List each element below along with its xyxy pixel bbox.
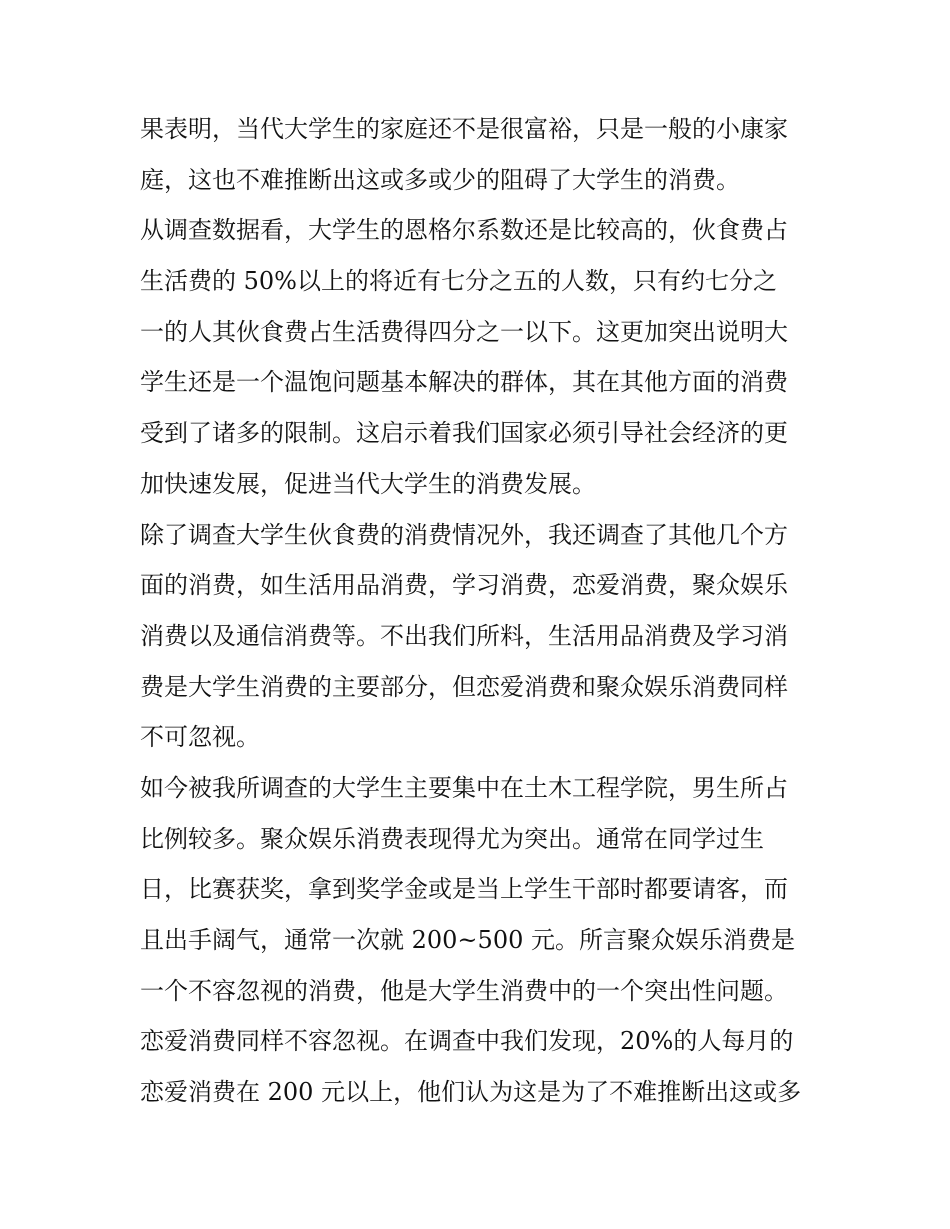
text-line: 恋爱消费同样不容忽视。在调查中我们发现，20%的人每月的 <box>140 1027 794 1056</box>
text-line: 费是大学生消费的主要部分，但恋爱消费和聚众娱乐消费同样 <box>140 672 788 701</box>
text-line: 面的消费，如生活用品消费，学习消费，恋爱消费，聚众娱乐 <box>140 571 788 600</box>
text-line: 庭，这也不难推断出这或多或少的阻碍了大学生的消费。 <box>140 165 740 194</box>
text-line: 除了调查大学生伙食费的消费情况外，我还调查了其他几个方 <box>140 520 788 549</box>
text-line: 如今被我所调查的大学生主要集中在土木工程学院，男生所占 <box>140 773 788 802</box>
text-line: 不可忽视。 <box>140 723 260 752</box>
text-line: 恋爱消费在 200 元以上，他们认为这是为了不难推断出这或多 <box>140 1078 802 1107</box>
body-text <box>140 104 815 1118</box>
text-line: 一的人其伙食费占生活费得四分之一以下。这更加突出说明大 <box>140 317 788 346</box>
text-line: 果表明，当代大学生的家庭还不是很富裕，只是一般的小康家 <box>140 115 788 143</box>
text-line: 且出手阔气，通常一次就 200~500 元。所言聚众娱乐消费是 <box>140 926 795 954</box>
text-line: 一个不容忽视的消费，他是大学生消费中的一个突出性问题。 <box>140 976 788 1005</box>
text-line: 比例较多。聚众娱乐消费表现得尤为突出。通常在同学过生 <box>140 824 764 853</box>
text-line: 生活费的 50%以上的将近有七分之五的人数，只有约七分之 <box>140 267 777 296</box>
text-line: 消费以及通信消费等。不出我们所料，生活用品消费及学习消 <box>140 621 788 650</box>
text-line: 加快速发展，促进当代大学生的消费发展。 <box>140 469 596 498</box>
text-line: 从调查数据看，大学生的恩格尔系数还是比较高的，伙食费占 <box>140 216 788 245</box>
text-line: 日，比赛获奖，拿到奖学金或是当上学生干部时都要请客，而 <box>140 875 788 904</box>
text-line: 受到了诸多的限制。这启示着我们国家必须引导社会经济的更 <box>140 419 788 448</box>
text-line: 学生还是一个温饱问题基本解决的群体，其在其他方面的消费 <box>140 368 788 397</box>
